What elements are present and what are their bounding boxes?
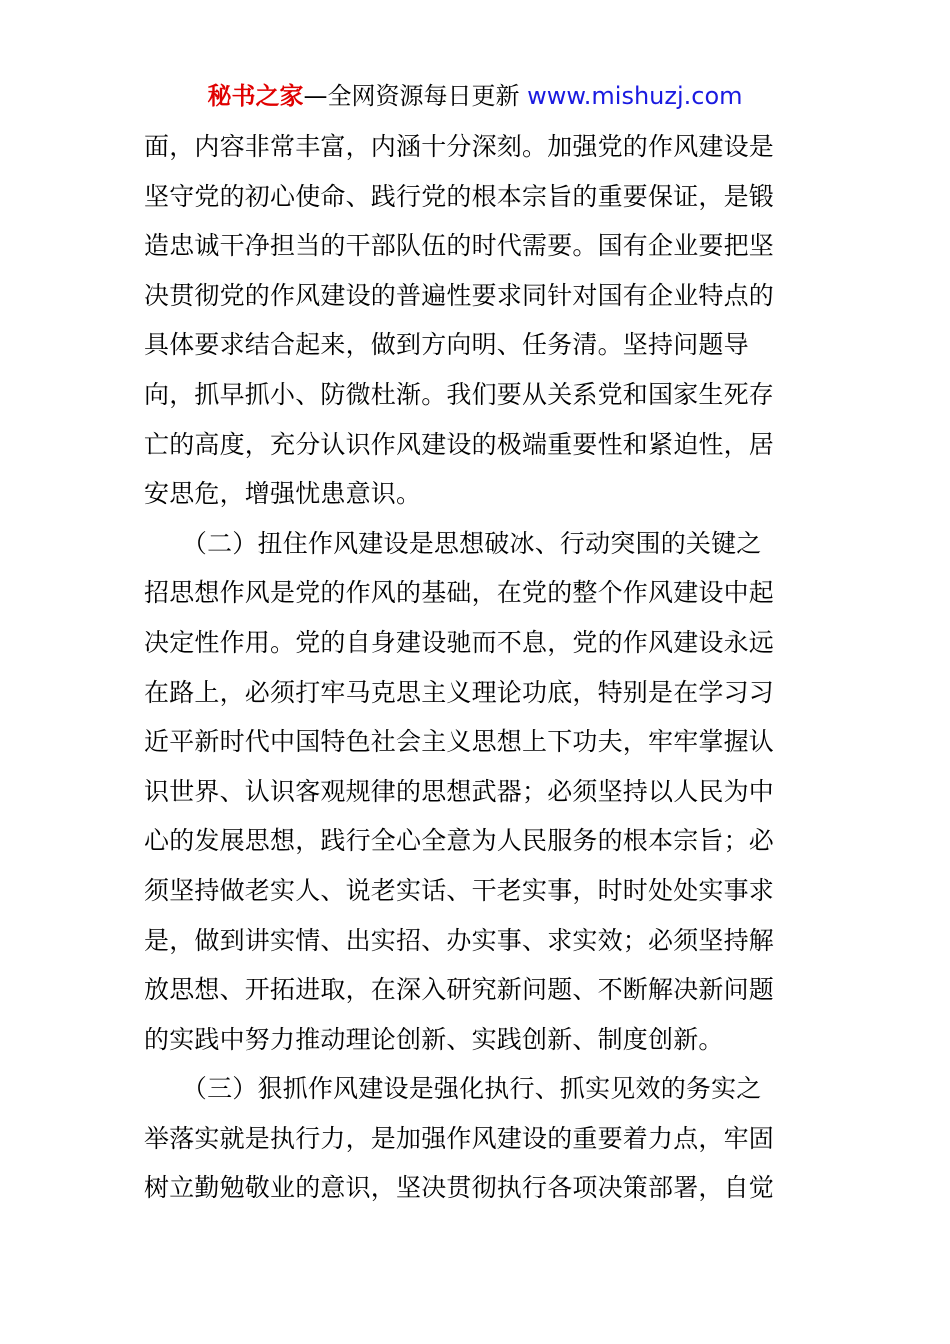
site-tagline: —全网资源每日更新 xyxy=(303,82,520,110)
text-line: 具体要求结合起来，做到方向明、任务清。坚持问题导 xyxy=(144,330,749,360)
text-line: 放思想、开拓进取，在深入研究新问题、不断解决新问题 xyxy=(144,975,775,1005)
text-line: 心的发展思想，践行全心全意为人民服务的根本宗旨；必 xyxy=(144,826,775,856)
site-url-link[interactable]: www.mishuzj.com xyxy=(527,82,743,110)
text-line: 向，抓早抓小、防微杜渐。我们要从关系党和国家生死存 xyxy=(144,379,775,409)
text-line: 识世界、认识客观规律的思想武器；必须坚持以人民为中 xyxy=(144,776,775,806)
text-line: 须坚持做老实人、说老实话、干老实事，时时处处实事求 xyxy=(144,875,775,905)
text-line: 在路上，必须打牢马克思主义理论功底，特别是在学习习 xyxy=(144,677,775,707)
text-line: 坚守党的初心使命、践行党的根本宗旨的重要保证，是锻 xyxy=(144,181,775,211)
text-line: 树立勤勉敬业的意识，坚决贯彻执行各项决策部署，自觉 xyxy=(144,1173,775,1203)
text-line: （三）狠抓作风建设是强化执行、抓实见效的务实之 xyxy=(144,1074,762,1104)
text-line: （二）扭住作风建设是思想破冰、行动突围的关键之 xyxy=(144,528,762,558)
text-line: 决贯彻党的作风建设的普遍性要求同针对国有企业特点的 xyxy=(144,280,775,310)
site-header xyxy=(0,80,950,112)
site-brand: 秘书之家 xyxy=(207,82,304,110)
text-line: 举落实就是执行力，是加强作风建设的重要着力点，牢固 xyxy=(144,1123,775,1153)
text-line: 造忠诚干净担当的干部队伍的时代需要。国有企业要把坚 xyxy=(144,231,775,261)
text-line: 是，做到讲实情、出实招、办实事、求实效；必须坚持解 xyxy=(144,925,775,955)
text-line: 面，内容非常丰富，内涵十分深刻。加强党的作风建设是 xyxy=(144,132,775,161)
text-line: 亡的高度，充分认识作风建设的极端重要性和紧迫性，居 xyxy=(144,429,775,459)
document-body xyxy=(144,122,808,1213)
text-line: 决定性作用。党的自身建设驰而不息，党的作风建设永远 xyxy=(144,627,775,657)
text-line: 招思想作风是党的作风的基础，在党的整个作风建设中起 xyxy=(144,578,775,608)
text-line: 安思危，增强忧患意识。 xyxy=(144,479,422,509)
text-line: 近平新时代中国特色社会主义思想上下功夫，牢牢掌握认 xyxy=(144,727,775,757)
text-line: 的实践中努力推动理论创新、实践创新、制度创新。 xyxy=(144,1024,724,1054)
